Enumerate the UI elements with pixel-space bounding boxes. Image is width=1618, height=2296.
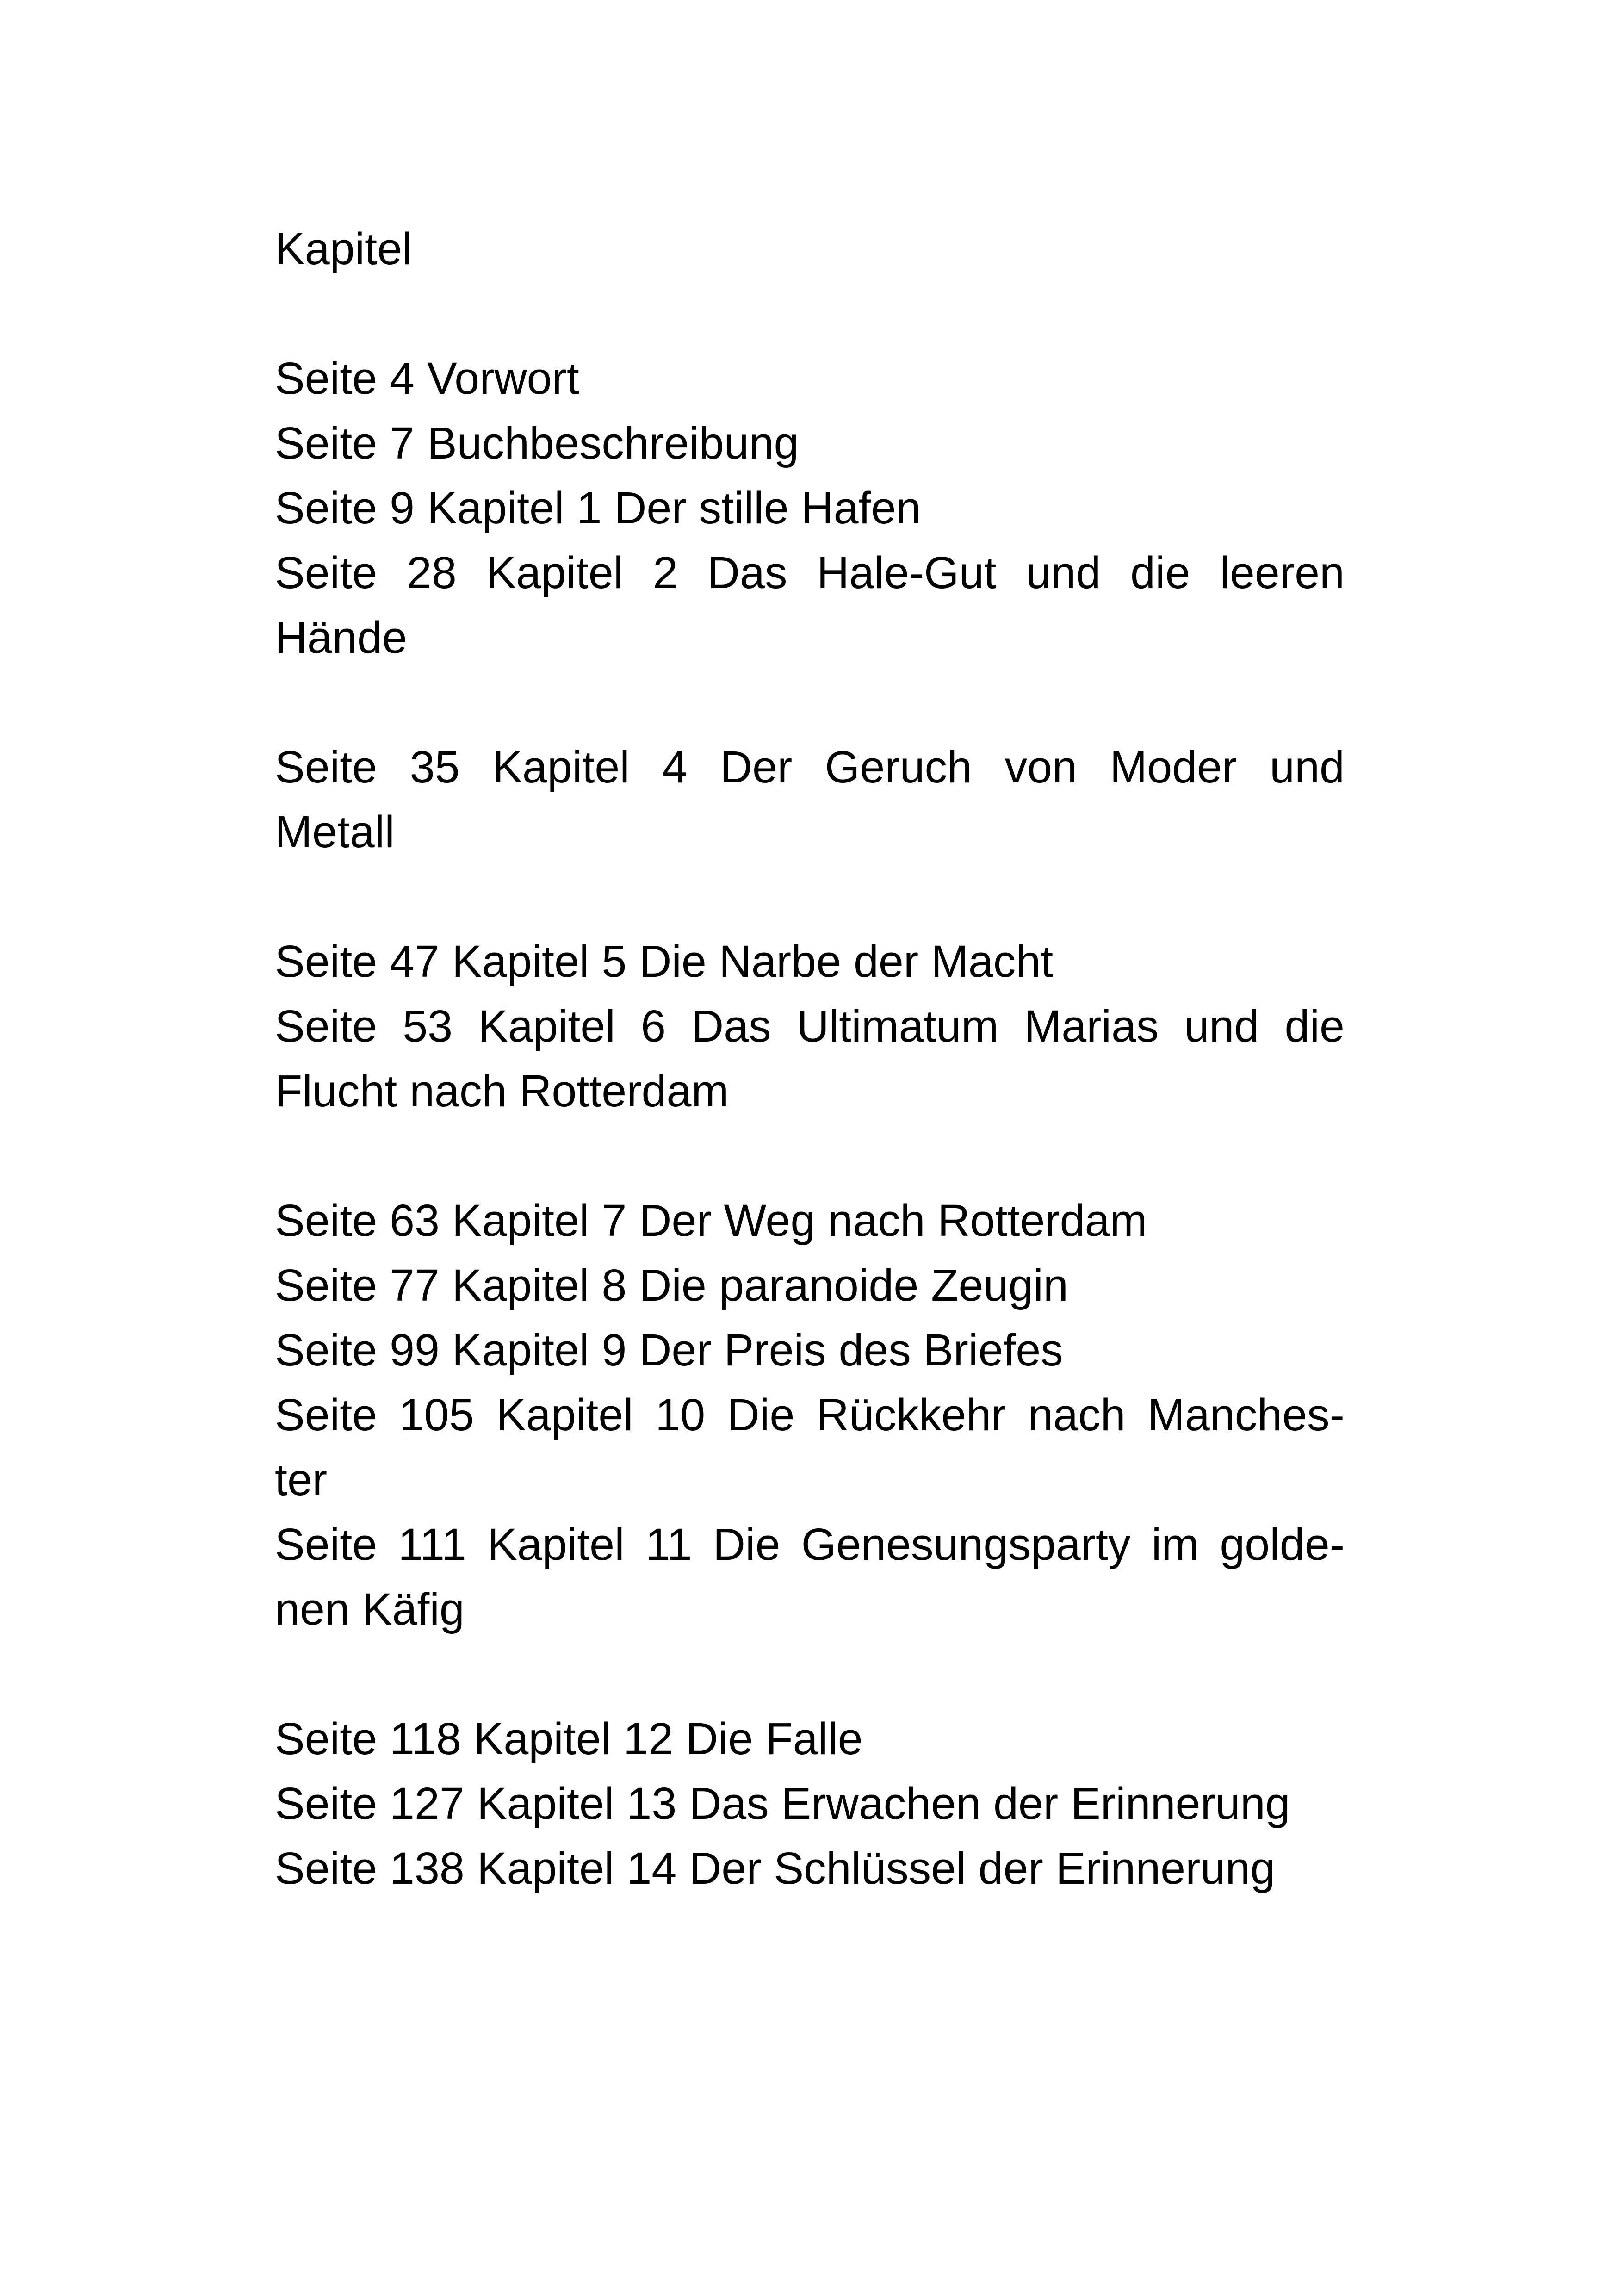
blank-line	[275, 670, 1345, 735]
toc-entry-line: Seite 111 Kapitel 11 Die Genesungsparty im golde-	[275, 1519, 1345, 1570]
blank-line	[275, 864, 1345, 929]
toc-entry-kapitel-14: Seite 138 Kapitel 14 Der Schlüssel der Erinnerung	[275, 1843, 1276, 1893]
toc-entry-kapitel-7: Seite 63 Kapitel 7 Der Weg nach Rotterdam	[275, 1195, 1147, 1246]
toc-entry-line: Seite 53 Kapitel 6 Das Ultimatum Marias und die	[275, 1001, 1345, 1051]
toc-entry-line: nen Käfig	[275, 1584, 465, 1634]
toc-entry-buchbeschreibung: Seite 7 Buchbeschreibung	[275, 418, 799, 468]
table-of-contents	[275, 217, 1345, 1901]
toc-entry-vorwort: Seite 4 Vorwort	[275, 353, 579, 403]
toc-entry-line: Seite 28 Kapitel 2 Das Hale-Gut und die leeren	[275, 547, 1345, 598]
toc-entry-kapitel-10	[275, 1383, 1345, 1512]
toc-entry-kapitel-9: Seite 99 Kapitel 9 Der Preis des Briefes	[275, 1325, 1063, 1375]
toc-entry-kapitel-5: Seite 47 Kapitel 5 Die Narbe der Macht	[275, 936, 1054, 987]
blank-line	[275, 1123, 1345, 1188]
toc-entry-kapitel-4	[275, 735, 1345, 864]
toc-entry-kapitel-11	[275, 1512, 1345, 1642]
toc-entry-line: ter	[275, 1454, 328, 1505]
blank-line	[275, 1642, 1345, 1706]
toc-entry-line: Seite 105 Kapitel 10 Die Rückkehr nach Manches-	[275, 1390, 1345, 1440]
toc-entry-kapitel-2	[275, 540, 1345, 670]
toc-entry-kapitel-6	[275, 994, 1345, 1123]
toc-entry-kapitel-8: Seite 77 Kapitel 8 Die paranoide Zeugin	[275, 1260, 1068, 1310]
toc-entry-kapitel-13: Seite 127 Kapitel 13 Das Erwachen der Erinnerung	[275, 1778, 1290, 1829]
toc-entry-line: Metall	[275, 807, 395, 857]
toc-entry-line: Flucht nach Rotterdam	[275, 1066, 729, 1116]
toc-entry-line: Hände	[275, 612, 407, 663]
toc-heading: Kapitel	[275, 223, 412, 274]
toc-entry-kapitel-12: Seite 118 Kapitel 12 Die Falle	[275, 1713, 863, 1764]
blank-line	[275, 281, 1345, 346]
toc-entry-kapitel-1: Seite 9 Kapitel 1 Der stille Hafen	[275, 483, 921, 533]
toc-entry-line: Seite 35 Kapitel 4 Der Geruch von Moder und	[275, 742, 1345, 792]
